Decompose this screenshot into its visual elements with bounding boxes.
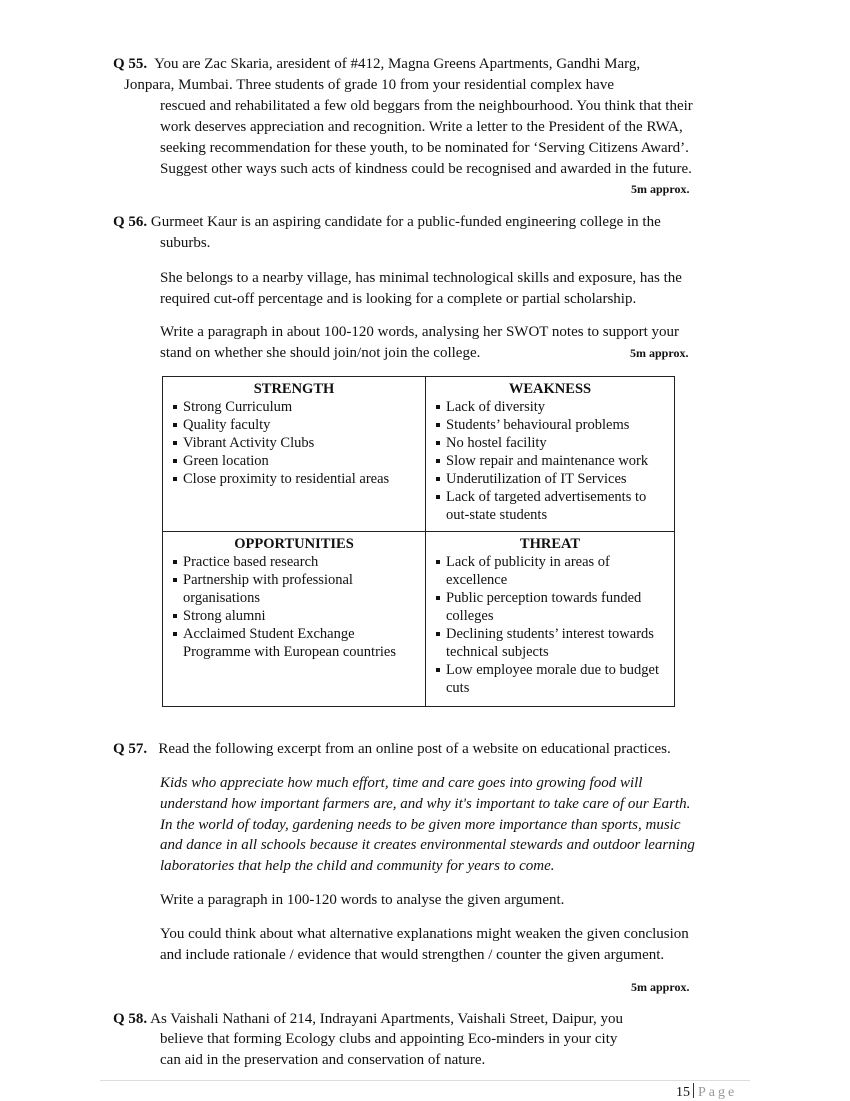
page-label: Page [698, 1085, 738, 1100]
q57-number: Q 57. [113, 741, 148, 757]
q55-line-3: rescued and rehabilitated a few old beggars from the neighbourhood. You think that their [160, 98, 693, 114]
list-item: Students’ behavioural problems [434, 416, 666, 434]
list-item: Acclaimed Student Exchange Programme with European countries [171, 625, 417, 661]
q57-excerpt-line-5: laboratories that help the child and community for years to come. [160, 858, 555, 874]
q56-line-1: Q 56. Gurmeet Kaur is an aspiring candidate for a public-funded engineering college in the [113, 214, 661, 230]
q55-line-4: work deserves appreciation and recognition. Write a letter to the President of the RWA, [160, 119, 683, 135]
list-item: Public perception towards funded colleges [434, 589, 666, 625]
q57-line-1: Q 57. Read the following excerpt from an online post of a website on educational practices. [113, 741, 671, 757]
q55-line-1: Q 55. You are Zac Skaria, aresident of #412, Magna Greens Apartments, Gandhi Marg, [113, 56, 641, 72]
list-item: Vibrant Activity Clubs [171, 434, 417, 452]
q56-line-2: suburbs. [160, 235, 211, 251]
q58-line-2: believe that forming Ecology clubs and appointing Eco-minders in your city [160, 1031, 618, 1047]
list-item: Practice based research [171, 553, 417, 571]
list-item: Partnership with professional organisations [171, 571, 417, 607]
footer-divider [100, 1080, 750, 1081]
swot-strength-title: STRENGTH [253, 381, 335, 397]
q57-task: Write a paragraph in 100-120 words to analyse the given argument. [160, 892, 565, 908]
swot-threat-cell [426, 532, 675, 707]
list-item: Lack of targeted advertisements to out-state students [434, 488, 666, 524]
list-item: Slow repair and maintenance work [434, 452, 666, 470]
list-item: Declining students’ interest towards technical subjects [434, 625, 666, 661]
q56-number: Q 56. [113, 214, 148, 230]
list-item: Strong alumni [171, 607, 417, 625]
swot-threat-title: THREAT [519, 536, 581, 552]
q55-line-2: Jonpara, Mumbai. Three students of grade 10 from your residential complex have [124, 77, 614, 93]
q57-excerpt-line-4: and dance in all schools because it creates environmental stewards and outdoor learning [160, 837, 695, 853]
list-item: Strong Curriculum [171, 398, 417, 416]
q55-marks: 5m approx. [631, 182, 690, 196]
q56-para2-line-2: required cut-off percentage and is looking for a complete or partial scholarship. [160, 291, 637, 307]
q57-excerpt-line-2: understand how important farmers are, and why it's important to take care of our Earth. [160, 796, 691, 812]
q57-marks: 5m approx. [631, 980, 690, 994]
q56-marks: 5m approx. [630, 346, 689, 360]
list-item: Green location [171, 452, 417, 470]
q56-para3-line-1: Write a paragraph in about 100-120 words, analysing her SWOT notes to support your [160, 324, 680, 340]
page-footer [676, 1083, 737, 1101]
list-item: Quality faculty [171, 416, 417, 434]
list-item: Lack of publicity in areas of excellence [434, 553, 666, 589]
page-number: 15 [676, 1085, 690, 1100]
q57-hint-line-2: and include rationale / evidence that would strengthen / counter the given argument. [160, 947, 665, 963]
footer-separator [693, 1083, 694, 1098]
list-item: Low employee morale due to budget cuts [434, 661, 666, 697]
q55-number: Q 55. [113, 56, 148, 72]
q55-line-6: Suggest other ways such acts of kindness could be recognised and awarded in the future. [160, 161, 692, 177]
q57-hint-line-1: You could think about what alternative explanations might weaken the given conclusion [160, 926, 689, 942]
q56-para2-line-1: She belongs to a nearby village, has minimal technological skills and exposure, has the [160, 270, 682, 286]
q56-para3-line-2: stand on whether she should join/not join the college. [160, 345, 481, 361]
swot-weakness-title: WEAKNESS [508, 381, 592, 397]
list-item: No hostel facility [434, 434, 666, 452]
q57-excerpt-line-1: Kids who appreciate how much effort, time and care goes into growing food will [160, 775, 643, 791]
swot-opportunities-cell [163, 532, 426, 707]
list-item: Underutilization of IT Services [434, 470, 666, 488]
swot-opportunities-title: OPPORTUNITIES [234, 536, 354, 552]
q58-line-1: Q 58. As Vaishali Nathani of 214, Indrayani Apartments, Vaishali Street, Daipur, you [113, 1011, 624, 1027]
list-item: Lack of diversity [434, 398, 666, 416]
q55-line-5: seeking recommendation for these youth, to be nominated for ‘Serving Citizens Award’. [160, 140, 689, 156]
swot-table [162, 376, 675, 707]
swot-weakness-cell [426, 377, 675, 532]
q58-line-3: can aid in the preservation and conservation of nature. [160, 1052, 486, 1068]
list-item: Close proximity to residential areas [171, 470, 417, 488]
q58-number: Q 58. [113, 1011, 148, 1027]
q57-excerpt-line-3: In the world of today, gardening needs to be given more importance than sports, music [160, 817, 681, 833]
swot-strength-cell [163, 377, 426, 532]
